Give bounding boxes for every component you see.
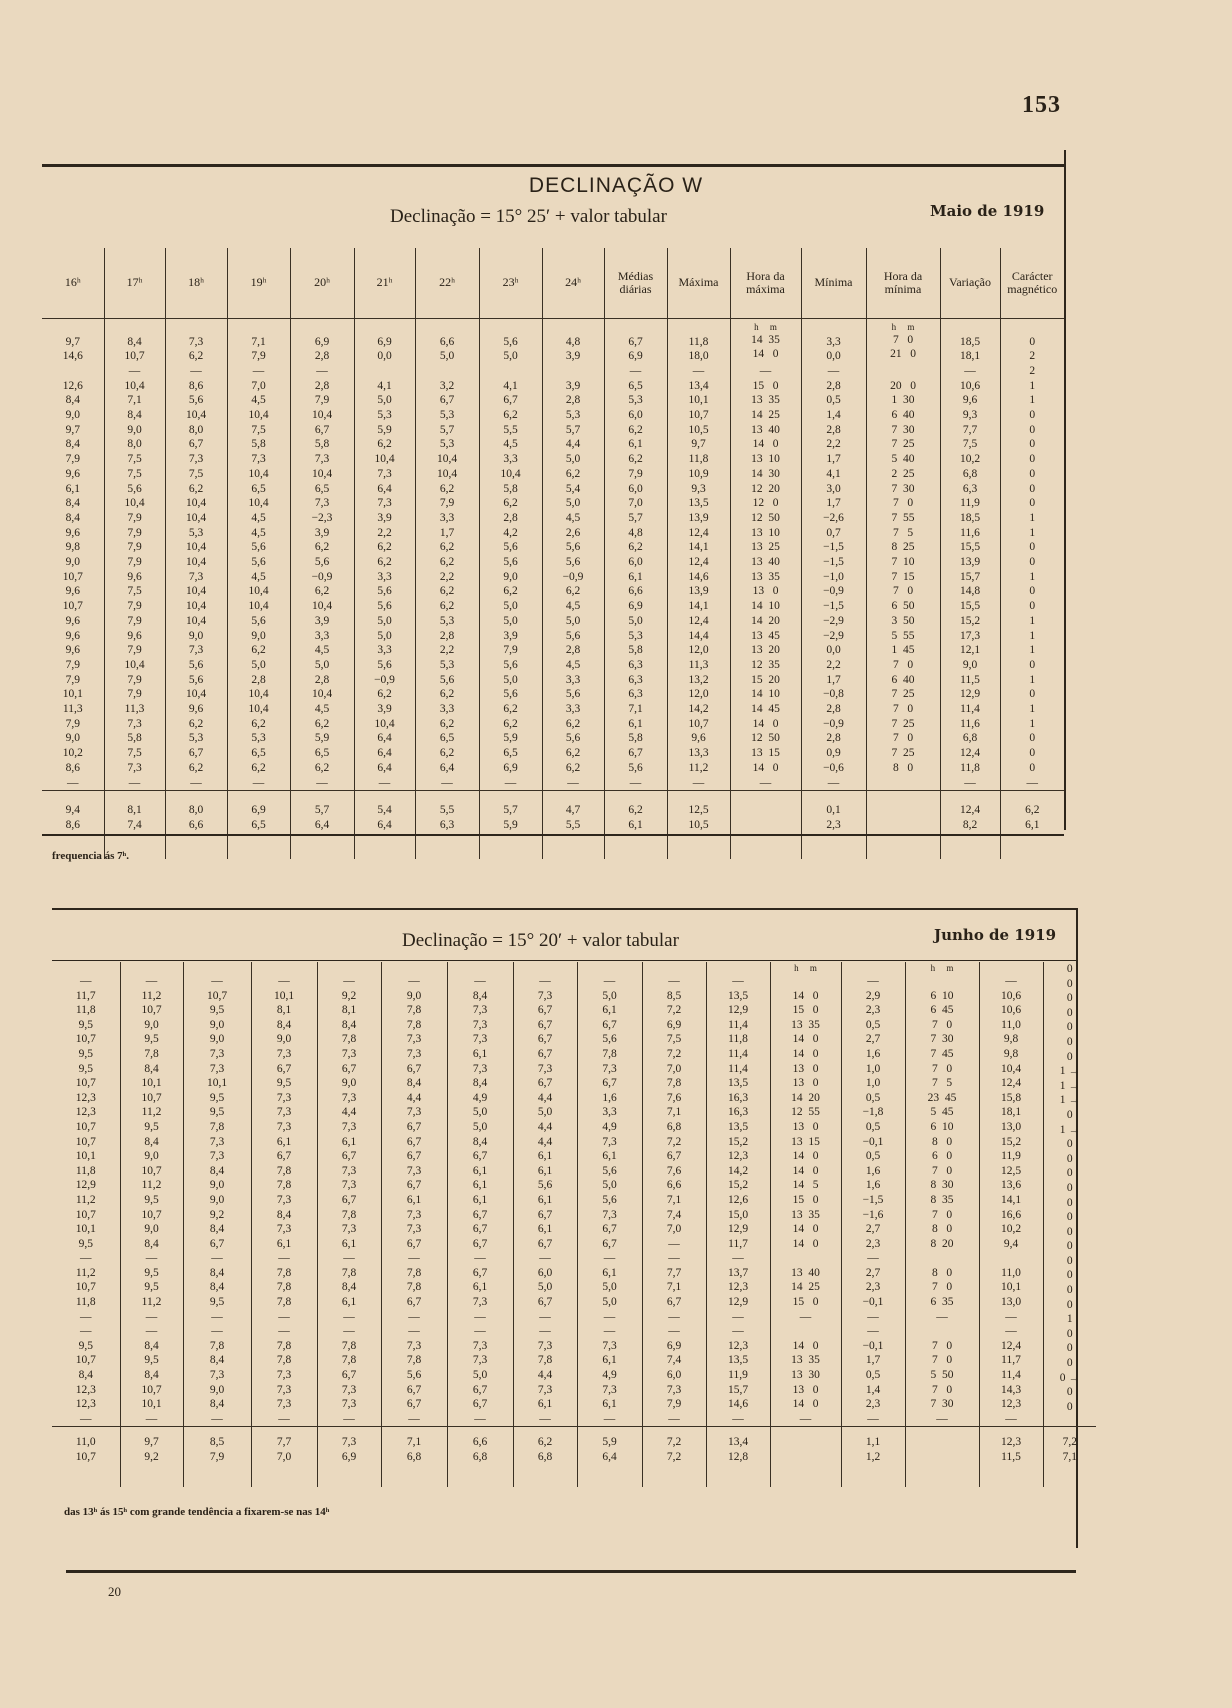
cell: 6,9 2,8 [290, 318, 354, 364]
cell: 13,4 10,1 10,7 10,5 9,7 11,8 10,9 9,3 13,5 13,9 12,4 14,1 12,4 14,6 13,9 14,1 12,4 14,4 12,0 11,3 13,2 12,0 14,2 10,7 9,6 13,3 11,2 — [667, 379, 730, 791]
cell: — 11,2 10,7 9,0 9,5 7,8 8,4 10,1 10,7 11,2 9,5 8,4 9,0 10,7 11,2 9,5 10,7 9,0 8,4 — 9,5 9,5 11,2 — — 8,4 9,5 8,4 10,7 10,1 — [120, 962, 183, 1427]
cell [415, 364, 479, 379]
right-border-top [1064, 150, 1066, 830]
cell: 7,0 4,5 10,4 7,5 5,8 7,3 10,4 6,5 10,4 4,5 4,5 5,6 5,6 4,5 10,4 10,4 5,6 9,0 6,2 5,0 2,8 10,4 10,4 6,2 5,3 6,5 6,2 — [227, 379, 290, 791]
table1-main-rows [42, 379, 1064, 791]
cell: 4,1 6,7 6,2 5,5 4,5 3,3 10,4 5,8 6,2 2,8 4,2 5,6 5,6 9,0 6,2 5,0 5,0 3,9 7,9 5,6 5,0 5,6 6,2 6,2 5,9 6,5 6,9 — [479, 379, 542, 791]
cell: 8,5 7,9 [183, 1427, 251, 1488]
hdr-23: 23ʰ [479, 248, 542, 318]
cell: 6,5 5,3 6,0 6,2 6,1 6,2 7,9 6,0 7,0 5,7 4,8 6,2 6,0 6,1 6,6 6,9 5,0 5,3 5,8 6,3 6,3 6,3 7,1 6,1 5,8 6,7 5,6 — [604, 379, 667, 791]
hdr-17: 17ʰ [104, 248, 165, 318]
cell [905, 1427, 979, 1488]
cell: 3,2 6,7 5,3 5,7 5,3 10,4 10,4 6,2 7,9 3,3 1,7 6,2 6,2 2,2 6,2 6,2 5,3 2,8 2,2 5,3 5,6 6,2 3,3 6,2 6,5 6,2 6,4 — [415, 379, 479, 791]
cell [866, 791, 940, 860]
table1-top-rows [42, 318, 1064, 364]
cell [905, 962, 979, 1427]
cell: 6,2 6,8 [513, 1427, 577, 1488]
cell: 6,7 6,9 [604, 318, 667, 364]
cell: 4,8 3,9 [542, 318, 604, 364]
table2-head-rule [52, 960, 1076, 961]
unit-hm: h m [891, 321, 915, 332]
table2-top-rule [52, 908, 1076, 910]
cell: — [730, 364, 801, 379]
cell [730, 791, 801, 860]
cell: 11,0 10,7 [52, 1427, 120, 1488]
table2 [52, 962, 1096, 1487]
cell: 0,1 2,3 [801, 791, 866, 860]
cell: 4,7 5,5 [542, 791, 604, 860]
cell: — 8,4 7,3 7,3 7,3 6,1 7,3 8,4 4,9 5,0 5,0 8,4 6,7 6,1 6,1 6,1 6,7 6,7 6,7 — 6,7 6,1 7,3 — — 7,3 7,3 5,0 6,7 6,7 — [447, 962, 513, 1427]
cell-inner: 14 0 15 0 13 35 14 0 14 0 13 0 13 0 14 20 12 55 13 0 13 15 14 0 14 0 14 5 15 0 13 35 14 0 14 0 13 40 14 25 15 0 — 14 0 13 35 13 30 13 0 14 0 — [791, 989, 820, 1425]
cell: 6,6 6,8 [447, 1427, 513, 1488]
cell: — 10,6 10,6 11,0 9,8 9,8 10,4 12,4 15,8 18,1 13,0 15,2 11,9 12,5 13,6 14,1 16,6 10,2 9,4 11,0 10,1 13,0 — — 12,4 11,7 11,4 14,3 12,3 — [979, 962, 1043, 1427]
cell: — 5,0 6,1 6,7 5,6 7,8 7,3 6,7 1,6 3,3 4,9 7,3 6,1 5,6 5,0 5,6 7,3 6,7 6,7 — 6,1 5,0 5,0 — — 7,3 6,1 4,9 7,3 6,1 — [577, 962, 642, 1427]
table2-subtitle: Declinação = 15° 20′ + valor tabular [402, 930, 679, 951]
table1-footnote: frequencia ás 7ʰ. [52, 850, 130, 862]
cell: — [290, 364, 354, 379]
top-rule [42, 164, 1064, 167]
cell-inner: 14 35 14 0 [751, 333, 780, 361]
cell [770, 1427, 841, 1488]
cell: 5,4 6,4 [354, 791, 415, 860]
cell: 8,1 7,4 [104, 791, 165, 860]
cell: 8,4 10,7 [104, 318, 165, 364]
cell: — [667, 364, 730, 379]
cell: 11,8 18,0 [667, 318, 730, 364]
cell: 10,4 7,1 8,4 9,0 8,0 7,5 7,5 5,6 10,4 7,9 7,9 7,9 7,9 9,6 7,5 7,9 7,9 9,6 7,9 10,4 7,9 7,9 11,3 7,3 5,8 7,5 7,3 — [104, 379, 165, 791]
cell: — 8,5 7,2 6,9 7,5 7,2 7,0 7,8 7,6 7,1 6,8 7,2 6,7 7,6 6,6 7,1 7,4 7,0 — — 7,7 7,1 6,7 — — 6,9 7,4 6,0 7,3 7,9 — [642, 962, 706, 1427]
cell [42, 364, 104, 379]
cell: 6,6 5,0 [415, 318, 479, 364]
section-title: DECLINAÇÃO W [528, 174, 704, 197]
cell: 15 0 13 35 14 25 13 40 14 0 13 10 14 30 12 20 12 0 12 50 13 10 13 25 13 40 13 35 13 0 14 10 14 20 13 45 13 20 12 35 15 20 14 10 14 45 14 0 12 50 13 15 14 0 — [730, 379, 801, 791]
hdr-caracter: Carácter magnético [1000, 248, 1064, 318]
cell: 8,6 5,6 10,4 8,0 6,7 7,3 7,5 6,2 10,4 10,4 5,3 10,4 10,4 7,3 10,4 10,4 10,4 9,0 7,3 5,6 5,6 10,4 9,6 6,2 5,3 6,7 6,2 — [165, 379, 227, 791]
cell: 5,9 6,4 [577, 1427, 642, 1488]
table1-header-row [42, 248, 1064, 318]
cell: 12,6 8,4 9,0 9,7 8,4 7,9 9,6 6,1 8,4 8,4 9,6 9,8 9,0 10,7 9,6 10,7 9,6 9,6 9,6 7,9 7,9 10,1 11,3 7,9 9,0 10,2 8,6 — [62, 379, 83, 789]
cell: 3,3 0,0 [801, 318, 866, 364]
page-footer-number: 20 [108, 1584, 121, 1599]
cell: — [604, 364, 667, 379]
unit-hm: h m [794, 963, 817, 973]
cell: — 13,5 12,9 11,4 11,8 11,4 11,4 13,5 16,3 16,3 13,5 15,2 12,3 14,2 15,2 12,6 15,0 12,9 11,7 — 13,7 12,3 12,9 — — 12,3 13,5 11,9 15,7 14,6 — [706, 962, 770, 1427]
cell: — 10,7 9,5 9,0 9,0 7,3 7,3 10,1 9,5 9,5 7,8 7,3 7,3 8,4 9,0 9,0 9,2 8,4 6,7 — 8,4 8,4 9,5 — — 7,8 8,4 7,3 9,0 8,4 — [183, 962, 251, 1427]
cell: 4,1 5,0 5,3 5,9 6,2 10,4 7,3 6,4 7,3 3,9 2,2 6,2 6,2 3,3 5,6 5,6 5,0 5,0 3,3 5,6 −0,9 6,2 3,9 10,4 6,4 6,4 6,4 — [354, 379, 415, 791]
cell: 7,3 6,9 [317, 1427, 381, 1488]
cell: 9,4 8,6 [42, 791, 104, 860]
cell [866, 318, 940, 364]
hdr-hora-min: Hora da mínima [866, 248, 940, 318]
table1 [42, 248, 1064, 859]
cell: 12,5 10,5 [667, 791, 730, 860]
hdr-19: 19ʰ [227, 248, 290, 318]
bottom-rule [66, 1570, 1076, 1573]
cell: — [165, 364, 227, 379]
cell: 18,5 18,1 [940, 318, 1000, 364]
hdr-21: 21ʰ [354, 248, 415, 318]
cell: — [104, 364, 165, 379]
cell [866, 364, 940, 379]
cell: 6,2 6,1 [604, 791, 667, 860]
page-number: 153 [1022, 92, 1061, 118]
cell: — 2,9 2,3 0,5 2,7 1,6 1,0 1,0 0,5 −1,8 0,5 −0,1 0,5 1,6 1,6 −1,5 −1,6 2,7 2,3 — 2,7 2,3 −0,1 — — −0,1 1,7 0,5 1,4 2,3 — [841, 962, 905, 1427]
table1-subtitle: Declinação = 15° 25′ + valor tabular [390, 206, 667, 227]
cell: 6,9 0,0 [354, 318, 415, 364]
hdr-maxima: Máxima [667, 248, 730, 318]
hdr-16: 16ʰ [42, 248, 104, 318]
cell: 9,7 14,6 [62, 335, 83, 363]
cell: 6,2 6,1 [1000, 791, 1064, 860]
cell [730, 318, 801, 364]
cell [354, 364, 415, 379]
hdr-22: 22ʰ [415, 248, 479, 318]
cell: 5,7 6,4 [290, 791, 354, 860]
cell: 8,0 6,6 [165, 791, 227, 860]
table1-means-row [42, 791, 1064, 860]
cell: 2,8 0,5 1,4 2,8 2,2 1,7 4,1 3,0 1,7 −2,6 0,7 −1,5 −1,5 −1,0 −0,9 −1,5 −2,9 −2,9 0,0 2,2 1,7 −0,8 2,8 −0,9 2,8 0,9 −0,6 — [801, 379, 866, 791]
cell: 12,4 8,2 [940, 791, 1000, 860]
cell: — 10,1 8,1 8,4 9,0 7,3 6,7 9,5 7,3 7,3 7,3 6,1 6,7 7,8 7,8 7,3 8,4 7,3 6,1 — 7,8 7,8 7,8 — — 7,8 7,8 7,3 7,3 7,3 — [251, 962, 317, 1427]
cell: 7,1 6,8 [381, 1427, 447, 1488]
hdr-medias: Médias diárias [604, 248, 667, 318]
hdr-20: 20ʰ [290, 248, 354, 318]
cell: 5,5 6,3 [415, 791, 479, 860]
cell: 7,7 7,0 [251, 1427, 317, 1488]
table1-dash-row [42, 364, 1064, 379]
cell: 12,3 11,5 [979, 1427, 1043, 1488]
cell-inner: 7 0 21 0 [890, 333, 916, 361]
hdr-variacao: Variação [940, 248, 1000, 318]
cell: 7,2 7,2 [642, 1427, 706, 1488]
cell: 13,4 12,8 [706, 1427, 770, 1488]
cell [770, 962, 841, 1427]
unit-hm: h m [754, 321, 777, 332]
table2-footnote: das 13ʰ ás 15ʰ com grande tendência a fixarem-se nas 14ʰ [64, 1506, 330, 1518]
cell: 1 1 0 0 0 0 0 0 0 1 1 0 0 1 0 0 1 1 1 0 1 0 1 1 0 0 0 — [1000, 379, 1064, 791]
cell: 6,9 6,5 [227, 791, 290, 860]
cell: 5,7 5,9 [479, 791, 542, 860]
hdr-24: 24ʰ [542, 248, 604, 318]
cell: — 7,3 6,7 6,7 6,7 6,7 7,3 6,7 4,4 5,0 4,4 4,4 6,1 6,1 5,6 6,1 6,7 6,1 6,7 — 6,0 5,0 6,7 — — 7,3 7,8 4,4 7,3 6,1 — [513, 962, 577, 1427]
cell: 2 [1000, 364, 1064, 379]
cell: — [940, 364, 1000, 379]
cell: 1,1 1,2 [841, 1427, 905, 1488]
cell: 5,6 5,0 [479, 318, 542, 364]
hdr-hora-max: Hora da máxima [730, 248, 801, 318]
cell: — 11,7 11,8 9,5 10,7 9,5 9,5 10,7 12,3 12,3 10,7 10,7 10,1 11,8 12,9 11,2 10,7 10,1 9,5 — 11,2 10,7 11,8 — — 9,5 10,7 8,4 12,3 12,3 — [75, 975, 96, 1425]
table2-main-rows [52, 962, 1096, 1427]
cell: — 9,2 8,1 8,4 7,8 7,3 6,7 9,0 7,3 4,4 7,3 6,1 6,7 7,3 7,3 6,7 7,8 7,3 6,1 — 7,8 8,4 6,1 — — 7,8 7,8 6,7 7,3 7,3 — [317, 962, 381, 1427]
hdr-minima: Mínima [801, 248, 866, 318]
cell: 0 0 0 0 0 0 0 1 → 1 → 1 → 0 1 → 0 0 0 0 0 0 0 0 0 0 0 0 1 0 0 0 0 → 0 0 [1043, 962, 1096, 1427]
unit-hm: h m [930, 963, 954, 973]
table2-means-row [52, 1427, 1096, 1488]
cell: 10,6 9,6 9,3 7,7 7,5 10,2 6,8 6,3 11,9 18,5 11,6 15,5 13,9 15,7 14,8 15,5 15,2 17,3 12,1 9,0 11,5 12,9 11,4 11,6 6,8 12,4 11,8 — [940, 379, 1000, 791]
cell: 20 0 1 30 6 40 7 30 7 25 5 40 2 25 7 30 7 0 7 55 7 5 8 25 7 10 7 15 7 0 6 50 3 50 5 55 1 45 7 0 6 40 7 25 7 0 7 25 7 0 7 25 8 0 [866, 379, 940, 791]
table1-month: Maio de 1919 [930, 202, 1045, 220]
cell: 3,9 2,8 5,3 5,7 4,4 5,0 6,2 5,4 5,0 4,5 2,6 5,6 5,6 −0,9 6,2 4,5 5,0 5,6 2,8 4,5 3,3 5,6 3,3 6,2 5,6 6,2 6,2 — [542, 379, 604, 791]
cell: — 9,0 7,8 7,8 7,3 7,3 6,7 8,4 4,4 7,3 6,7 6,7 6,7 7,3 6,7 6,1 7,3 7,3 6,7 — 7,8 7,8 6,7 — — 7,3 7,8 5,6 6,7 6,7 — [381, 962, 447, 1427]
cell: 9,7 9,2 [120, 1427, 183, 1488]
table1-bottom-rule [42, 834, 1064, 836]
cell: — [227, 364, 290, 379]
cell: 7,1 7,9 [227, 318, 290, 364]
cell-inner: 6 10 6 45 7 0 7 30 7 45 7 0 7 5 23 45 5 45 6 10 8 0 6 0 7 0 8 30 8 35 7 0 8 0 8 20 8 0 7 0 6 35 — 7 0 7 0 5 50 7 0 7 30 — [927, 989, 957, 1425]
cell: 7,2 7,1 [1043, 1427, 1096, 1488]
cell: 0 2 [1000, 318, 1064, 364]
table2-month: Junho de 1919 [934, 926, 1057, 944]
hdr-18: 18ʰ [165, 248, 227, 318]
cell: 2,8 7,9 10,4 6,7 5,8 7,3 10,4 6,5 7,3 −2,3 3,9 6,2 5,6 −0,9 6,2 10,4 3,9 3,3 4,5 5,0 2,8 10,4 4,5 6,2 5,9 6,5 6,2 — [290, 379, 354, 791]
cell [542, 364, 604, 379]
cell: 7,3 6,2 [165, 318, 227, 364]
cell [479, 364, 542, 379]
cell: — [801, 364, 866, 379]
